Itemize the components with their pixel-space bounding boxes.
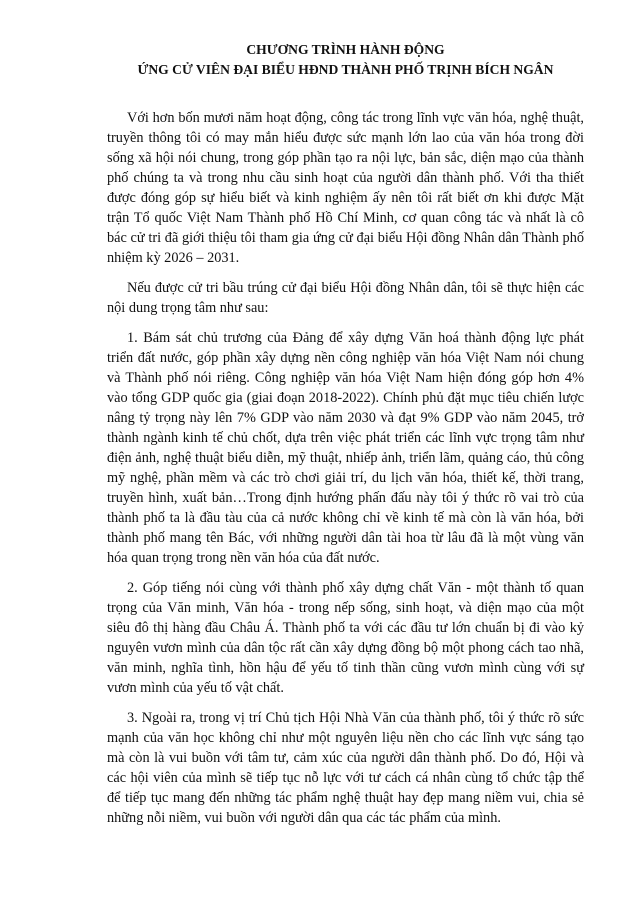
program-item-1: 1. Bám sát chủ trương của Đảng để xây dựng Văn hoá thành động lực phát triển đất nước, góp phần xây dựng nền công nghiệp văn hóa Việt Nam nói chung và Thành phố nói riêng. Công nghiệp văn hóa Việt Nam hiện đóng góp hơn 4% vào tổng GDP quốc gia (giai đoạn 2018-2022). Chính phủ đặt mục tiêu chiến lược nâng tỷ trọng này lên 7% GDP vào năm 2030 và đạt 9% GDP vào năm 2045, trở thành ngành kinh tế chủ chốt, dựa trên việc phát triển các lĩnh vực trọng tâm như điện ảnh, nghệ thuật biểu diễn, mỹ thuật, nhiếp ảnh, triển lãm, quảng cáo, thủ công mỹ nghệ, phần mềm và các trò chơi giải trí, du lịch văn hóa, thiết kế, thời trang, truyền hình, xuất bản…Trong định hướng phấn đấu này tôi ý thức rõ vai trò của thành phố ta là đầu tàu của cả nước không chỉ về kinh tế mà còn là văn hóa, bởi thành phố mang tên Bác, với những người dân tài hoa từ lâu đã là một vùng văn hóa quan trọng trong nền văn hóa của đất nước. (107, 330, 584, 566)
program-item-2: 2. Góp tiếng nói cùng với thành phố xây dựng chất Văn - một thành tố quan trọng của Văn minh, Văn hóa - trong nếp sống, sinh hoạt, và diện mạo của một siêu đô thị hàng đầu Châu Á. Thành phố ta với các đầu tư lớn chuẩn bị đi vào kỷ nguyên vươn mình của dân tộc rất cần xây dựng đồng bộ một phong cách tao nhã, văn minh, nghĩa tình, hồn hậu để yếu tố tinh thần cũng vươn mình cùng với sự vươn mình của yếu tố vật chất. (107, 580, 584, 696)
document-title: CHƯƠNG TRÌNH HÀNH ĐỘNG (246, 42, 445, 57)
program-item-3: 3. Ngoài ra, trong vị trí Chủ tịch Hội Nhà Văn của thành phố, tôi ý thức rõ sức mạnh của văn học không chỉ như một nguyên liệu nền cho các lĩnh vực sáng tạo mà còn là vui buồn với tâm tư, cảm xúc của người dân thành phố. Do đó, Hội và các hội viên của mình sẽ tiếp tục nỗ lực với tư cách cá nhân cùng tổ chức tập thể để tiếp tục mang đến những tác phẩm nghệ thuật hay đẹp mang niềm vui, chia sẻ những nỗi niềm, vui buồn với người dân qua các tác phẩm của mình. (107, 710, 584, 826)
title-block (107, 40, 584, 80)
lead-paragraph: Nếu được cử tri bầu trúng cử đại biểu Hội đồng Nhân dân, tôi sẽ thực hiện các nội dung trọng tâm như sau: (107, 280, 584, 316)
intro-paragraph: Với hơn bốn mươi năm hoạt động, công tác trong lĩnh vực văn hóa, nghệ thuật, truyền thông tôi có may mắn hiểu được sức mạnh lớn lao của văn hóa trong đời sống xã hội nói chung, trong góp phần tạo ra nội lực, bản sắc, diện mạo của thành phố chúng ta và trong nhu cầu sinh hoạt của người dân thành phố. Với tha thiết được đóng góp sự hiểu biết và kinh nghiệm ấy nên tôi rất biết ơn khi được Mặt trận Tổ quốc Việt Nam Thành phố Hồ Chí Minh, cơ quan công tác và nhất là cô bác cử tri đã giới thiệu tôi tham gia ứng cử đại biểu Hội đồng Nhân dân Thành phố nhiệm kỳ 2026 – 2031. (107, 110, 584, 266)
document-subtitle: ỨNG CỬ VIÊN ĐẠI BIỂU HĐND THÀNH PHỐ TRỊNH BÍCH NGÂN (137, 62, 554, 77)
